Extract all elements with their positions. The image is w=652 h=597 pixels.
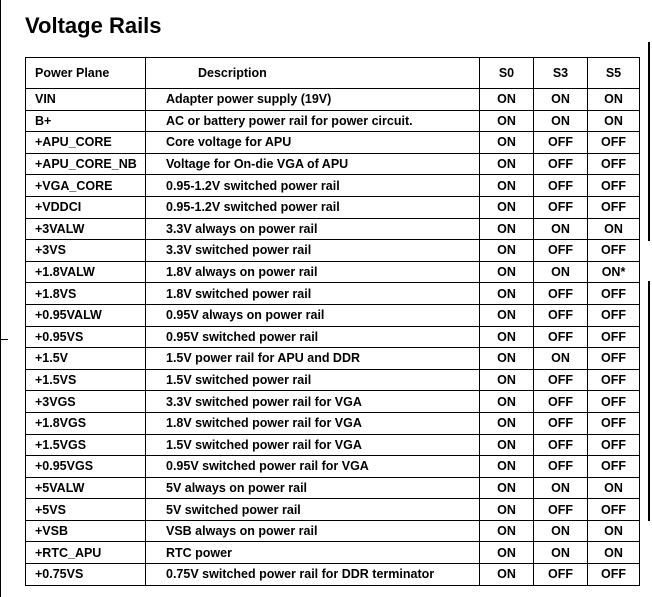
cell-s0-state: ON bbox=[480, 132, 534, 154]
cell-description: 1.5V switched power rail bbox=[146, 369, 480, 391]
table-row bbox=[26, 391, 640, 413]
table-row bbox=[26, 218, 640, 240]
cell-s0-state: ON bbox=[480, 261, 534, 283]
cell-power-plane: +1.5VS bbox=[26, 369, 146, 391]
cell-power-plane: +1.8VALW bbox=[26, 261, 146, 283]
header-s3: S3 bbox=[534, 58, 588, 89]
table-row bbox=[26, 369, 640, 391]
cell-power-plane: +0.95VALW bbox=[26, 304, 146, 326]
table-body bbox=[26, 89, 640, 586]
cell-s3-state: OFF bbox=[534, 326, 588, 348]
cell-s5-state: OFF bbox=[588, 564, 640, 586]
cell-s5-state: OFF bbox=[588, 283, 640, 305]
cell-description: Voltage for On-die VGA of APU bbox=[146, 153, 480, 175]
header-power-plane: Power Plane bbox=[26, 58, 146, 89]
cell-s0-state: ON bbox=[480, 348, 534, 370]
cell-s3-state: ON bbox=[534, 542, 588, 564]
cell-description: 1.5V power rail for APU and DDR bbox=[146, 348, 480, 370]
cell-power-plane: +0.95VS bbox=[26, 326, 146, 348]
cell-s3-state: ON bbox=[534, 110, 588, 132]
cell-s5-state: OFF bbox=[588, 240, 640, 262]
table-row bbox=[26, 477, 640, 499]
cell-s0-state: ON bbox=[480, 456, 534, 478]
cell-s5-state: ON bbox=[588, 477, 640, 499]
cell-s3-state: OFF bbox=[534, 175, 588, 197]
cell-s5-state: OFF bbox=[588, 153, 640, 175]
cell-power-plane: +APU_CORE bbox=[26, 132, 146, 154]
left-edge-tick bbox=[0, 339, 8, 340]
cell-power-plane: +3VS bbox=[26, 240, 146, 262]
cell-s3-state: OFF bbox=[534, 434, 588, 456]
voltage-rails-table bbox=[25, 57, 640, 586]
cell-power-plane: +3VALW bbox=[26, 218, 146, 240]
cell-s5-state: ON bbox=[588, 520, 640, 542]
cell-s3-state: OFF bbox=[534, 196, 588, 218]
cell-power-plane: +1.8VGS bbox=[26, 412, 146, 434]
table-row bbox=[26, 456, 640, 478]
cell-s3-state: ON bbox=[534, 348, 588, 370]
header-description: Description bbox=[146, 58, 480, 89]
cell-power-plane: B+ bbox=[26, 110, 146, 132]
cell-description: AC or battery power rail for power circuit. bbox=[146, 110, 480, 132]
cell-description: 0.95-1.2V switched power rail bbox=[146, 175, 480, 197]
table-row bbox=[26, 175, 640, 197]
cell-s0-state: ON bbox=[480, 499, 534, 521]
table-row bbox=[26, 412, 640, 434]
table-row bbox=[26, 132, 640, 154]
cell-description: 1.8V switched power rail for VGA bbox=[146, 412, 480, 434]
change-bar-top bbox=[648, 42, 650, 241]
cell-s0-state: ON bbox=[480, 283, 534, 305]
cell-s5-state: OFF bbox=[588, 348, 640, 370]
cell-description: 0.95V switched power rail for VGA bbox=[146, 456, 480, 478]
cell-power-plane: +0.75VS bbox=[26, 564, 146, 586]
cell-description: 3.3V switched power rail bbox=[146, 240, 480, 262]
cell-s0-state: ON bbox=[480, 369, 534, 391]
cell-power-plane: +RTC_APU bbox=[26, 542, 146, 564]
table-row bbox=[26, 564, 640, 586]
cell-s0-state: ON bbox=[480, 89, 534, 111]
cell-power-plane: +1.8VS bbox=[26, 283, 146, 305]
cell-description: Core voltage for APU bbox=[146, 132, 480, 154]
cell-s0-state: ON bbox=[480, 477, 534, 499]
cell-s0-state: ON bbox=[480, 304, 534, 326]
cell-s3-state: OFF bbox=[534, 456, 588, 478]
cell-description: 3.3V always on power rail bbox=[146, 218, 480, 240]
left-page-rule bbox=[0, 0, 1, 597]
table-row bbox=[26, 240, 640, 262]
table-header-row bbox=[26, 58, 640, 89]
cell-s5-state: OFF bbox=[588, 412, 640, 434]
cell-description: 5V switched power rail bbox=[146, 499, 480, 521]
cell-s5-state: ON* bbox=[588, 261, 640, 283]
cell-s5-state: ON bbox=[588, 89, 640, 111]
cell-s3-state: OFF bbox=[534, 153, 588, 175]
cell-s3-state: OFF bbox=[534, 391, 588, 413]
cell-power-plane: +1.5V bbox=[26, 348, 146, 370]
cell-s3-state: OFF bbox=[534, 499, 588, 521]
table-row bbox=[26, 434, 640, 456]
cell-s5-state: OFF bbox=[588, 391, 640, 413]
cell-s3-state: OFF bbox=[534, 369, 588, 391]
cell-s3-state: ON bbox=[534, 520, 588, 542]
cell-power-plane: +VGA_CORE bbox=[26, 175, 146, 197]
table-row bbox=[26, 520, 640, 542]
cell-s0-state: ON bbox=[480, 564, 534, 586]
cell-s0-state: ON bbox=[480, 520, 534, 542]
table-row bbox=[26, 326, 640, 348]
cell-s0-state: ON bbox=[480, 110, 534, 132]
cell-s3-state: OFF bbox=[534, 304, 588, 326]
cell-s0-state: ON bbox=[480, 153, 534, 175]
cell-power-plane: +APU_CORE_NB bbox=[26, 153, 146, 175]
cell-s3-state: ON bbox=[534, 477, 588, 499]
cell-description: Adapter power supply (19V) bbox=[146, 89, 480, 111]
table-row bbox=[26, 283, 640, 305]
cell-s3-state: ON bbox=[534, 261, 588, 283]
table-row bbox=[26, 196, 640, 218]
cell-s5-state: OFF bbox=[588, 196, 640, 218]
cell-s0-state: ON bbox=[480, 542, 534, 564]
cell-description: 1.8V always on power rail bbox=[146, 261, 480, 283]
cell-s0-state: ON bbox=[480, 412, 534, 434]
cell-s0-state: ON bbox=[480, 175, 534, 197]
cell-s3-state: OFF bbox=[534, 412, 588, 434]
table-row bbox=[26, 153, 640, 175]
cell-s5-state: ON bbox=[588, 218, 640, 240]
cell-description: 1.5V switched power rail for VGA bbox=[146, 434, 480, 456]
cell-power-plane: +3VGS bbox=[26, 391, 146, 413]
page-title: Voltage Rails bbox=[25, 13, 162, 38]
cell-power-plane: +0.95VGS bbox=[26, 456, 146, 478]
table-row bbox=[26, 110, 640, 132]
cell-power-plane: VIN bbox=[26, 89, 146, 111]
cell-description: 5V always on power rail bbox=[146, 477, 480, 499]
table-row bbox=[26, 542, 640, 564]
cell-description: 3.3V switched power rail for VGA bbox=[146, 391, 480, 413]
cell-s0-state: ON bbox=[480, 240, 534, 262]
cell-description: VSB always on power rail bbox=[146, 520, 480, 542]
cell-s5-state: ON bbox=[588, 110, 640, 132]
change-bar-bottom bbox=[648, 281, 650, 521]
cell-s5-state: OFF bbox=[588, 175, 640, 197]
cell-s5-state: OFF bbox=[588, 434, 640, 456]
cell-s5-state: OFF bbox=[588, 499, 640, 521]
cell-s5-state: OFF bbox=[588, 456, 640, 478]
cell-s5-state: OFF bbox=[588, 369, 640, 391]
table-row bbox=[26, 89, 640, 111]
table-row bbox=[26, 304, 640, 326]
cell-power-plane: +1.5VGS bbox=[26, 434, 146, 456]
cell-s3-state: ON bbox=[534, 89, 588, 111]
cell-s5-state: OFF bbox=[588, 304, 640, 326]
table-row bbox=[26, 499, 640, 521]
cell-power-plane: +5VALW bbox=[26, 477, 146, 499]
cell-s3-state: OFF bbox=[534, 132, 588, 154]
cell-s0-state: ON bbox=[480, 326, 534, 348]
table-row bbox=[26, 261, 640, 283]
cell-s0-state: ON bbox=[480, 196, 534, 218]
cell-s0-state: ON bbox=[480, 434, 534, 456]
cell-description: RTC power bbox=[146, 542, 480, 564]
header-s0: S0 bbox=[480, 58, 534, 89]
cell-description: 1.8V switched power rail bbox=[146, 283, 480, 305]
cell-description: 0.95V switched power rail bbox=[146, 326, 480, 348]
cell-s3-state: OFF bbox=[534, 240, 588, 262]
cell-s0-state: ON bbox=[480, 391, 534, 413]
cell-s0-state: ON bbox=[480, 218, 534, 240]
cell-s5-state: OFF bbox=[588, 132, 640, 154]
cell-s3-state: ON bbox=[534, 218, 588, 240]
cell-s3-state: OFF bbox=[534, 564, 588, 586]
cell-power-plane: +VSB bbox=[26, 520, 146, 542]
cell-power-plane: +5VS bbox=[26, 499, 146, 521]
cell-description: 0.75V switched power rail for DDR terminator bbox=[146, 564, 480, 586]
cell-description: 0.95V always on power rail bbox=[146, 304, 480, 326]
cell-s3-state: OFF bbox=[534, 283, 588, 305]
header-s5: S5 bbox=[588, 58, 640, 89]
cell-s5-state: OFF bbox=[588, 326, 640, 348]
cell-description: 0.95-1.2V switched power rail bbox=[146, 196, 480, 218]
cell-s5-state: ON bbox=[588, 542, 640, 564]
cell-power-plane: +VDDCI bbox=[26, 196, 146, 218]
table-row bbox=[26, 348, 640, 370]
